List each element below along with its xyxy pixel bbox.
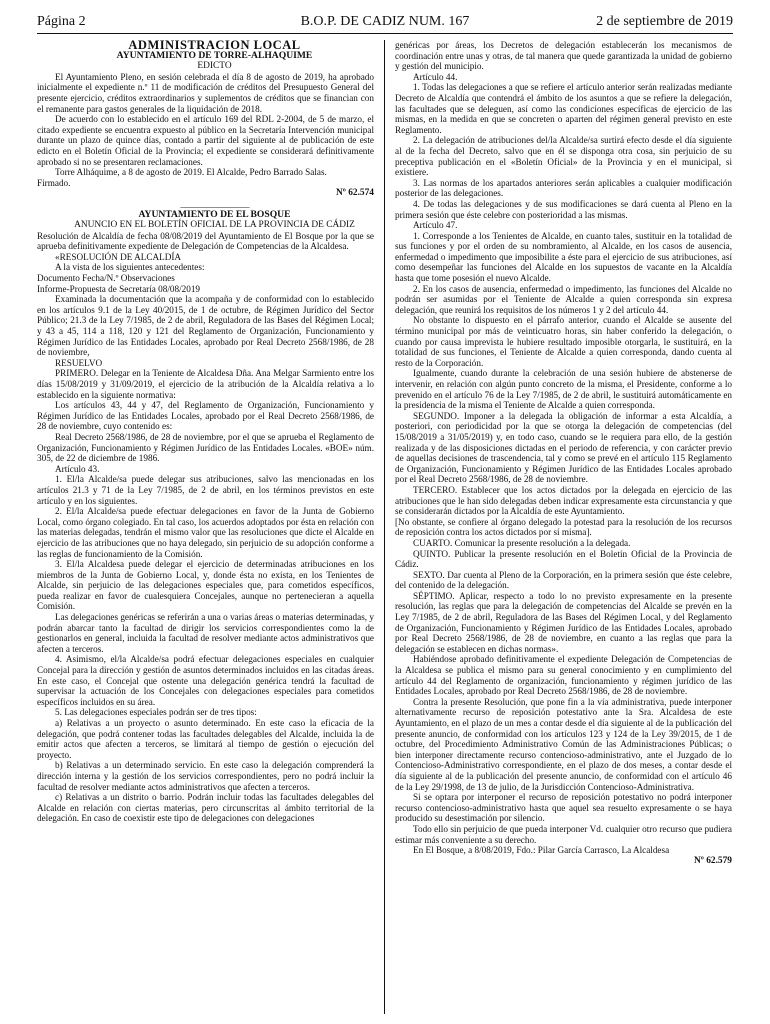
paragraph: Todo ello sin perjuicio de que pueda interponer Vd. cualquier otro recurso que pudiera estimar más conveniente a su derecho. [395,823,732,845]
paragraph: Si se optara por interponer el recurso de reposición potestativo no podrá interponer recurso contencioso-administrativo hasta que aquel sea resuelto expresamente o se haya producido su desestimación por silencio. [395,792,732,824]
paragraph: SEXTO. Dar cuenta al Pleno de la Corporación, en la primera sesión que éste celebre, del contenido de la delegación. [395,569,732,591]
paragraph: Artículo 47. [413,220,458,231]
paragraph: 1. El/la Alcalde/sa puede delegar sus atribuciones, salvo las mencionadas en los artículos 21.3 y 71 de la Ley 7/1985, de 2 de abril, en los términos previstos en este artículo y en los siguientes. [37,474,374,506]
page-header [37,14,733,34]
notice1-signed: Firmado. [37,177,71,188]
paragraph: TERCERO. Establecer que los actos dictados por la delegada en ejercicio de las atribuciones que le han sido delegadas deben indicar expresamente esta circunstancia y que se considerarán dictados por la Alcaldía de este Ayuntamiento. [395,484,732,517]
paragraph: 2. En los casos de ausencia, enfermedad o impedimento, las funciones del Alcalde no podrán ser asumidas por el Teniente de Alcalde a quien corresponda sin expresa delegación, que reunirá los requisitos de los números 1 y 2 del artículo 44. [395,283,732,315]
paragraph: 4. Asimismo, el/la Alcalde/sa podrá efectuar delegaciones especiales en cualquier Concejal para la dirección y gestión de asuntos determinados incluidos en las citadas áreas. En este caso, el Concejal que ostente una delegación genérica tendrá la facultad de supervisar la actuación de los Concejales con delegaciones especiales para cometidos específicos incluidos en su área. [37,654,374,707]
notice2-organization: AYUNTAMIENTO DE EL BOSQUE [138,208,291,220]
paragraph: De acuerdo con lo establecido en el artículo 169 del RDL 2-2004, de 5 de marzo, el citado expediente se encuentra expuesto al público en la Secretaría Intervención municipal durante un plazo de quince días, contado a partir del siguiente al de publicación de este edicto en el Boletín Oficial de la Provincia; el expediente se considerará definitivamente aprobado si no se presentaren reclamaciones. [37,114,374,167]
paragraph: Artículo 43. [55,463,100,474]
paragraph: Examinada la documentación que la acompaña y de conformidad con lo establecido en los artículos 9.1 de la Ley 40/2015, de 1 de octubre, de Régimen Jurídico del Sector Público; 21.3 de la Ley 7/1985, de 2 de abril, Reguladora de las Bases del Régimen Local; y 43 a 45, 114 a 118, 120 y 121 del Reglamento de Organización, Funcionamiento y Régimen Jurídico de las Entidades Locales, aprobado por Real Decreto 2568/1986, de 28 de noviembre, [37,294,374,358]
paragraph: Las delegaciones genéricas se referirán a una o varias áreas o materias determinadas, y podrán abarcar tanto la facultad de dirigir los servicios correspondientes como la de gestionarlos en general, incluida la facultad de resolver mediante actos administrativos que afecten a terceros. [37,612,374,654]
paragraph: Torre Alháquime, a 8 de agosto de 2019. El Alcalde, Pedro Barrado Salas. [55,167,327,178]
notice2-subtitle: ANUNCIO EN EL BOLETÍN OFICIAL DE LA PROVINCIA DE CÁDIZ [74,220,355,231]
notice1-reference: Nº 62.574 [336,188,374,199]
paragraph: Informe-Propuesta de Secretaría 08/08/2019 [37,283,201,294]
paragraph: 1. Corresponde a los Tenientes de Alcalde, en cuanto tales, sustituir en la totalidad de sus funciones y por el orden de su nombramiento, al Alcalde, en los casos de ausencia, enfermedad o impedimento que imposibilite a éste para el ejercicio de sus atribuciones, así como desempeñar las funciones del Alcalde en los supuestos de vacante en la Alcaldía hasta que tome posesión el nuevo Alcalde. [395,230,732,284]
header-rule [37,33,733,34]
section-title: ADMINISTRACION LOCAL [128,40,301,52]
paragraph: No obstante lo dispuesto en el párrafo anterior, cuando el Alcalde se ausente del término municipal por más de veinticuatro horas, sin haber conferido la delegación, o cuando por causa imprevista le hubiere resultado imposible otorgarla, le sustituirá, en la totalidad de sus funciones, el Teniente de Alcalde a quien corresponda, dando cuenta al resto de la Corporación. [395,315,732,368]
right-column [395,40,732,1015]
paragraph: Igualmente, cuando durante la celebración de una sesión hubiere de abstenerse de intervenir, en relación con algún punto concreto de la misma, el Presidente, conforme a lo prevenido en el artículo 76 de la Ley 7/1985, de 2 de abril, le sustituirá automáticamente en la presidencia de la misma el Teniente de Alcalde a quien corresponda. [395,368,732,411]
paragraph: 3. El/la Alcaldesa puede delegar el ejercicio de determinadas atribuciones en los miembros de la Junta de Gobierno Local, y, donde ésta no exista, en los Tenientes de Alcalde, sin perjuicio de las delegaciones especiales que, para cometidos específicos, pueda realizar en favor de cualesquiera Concejales, aunque no pertenecieran a aquella Comisión. [37,559,374,612]
paragraph: Resolución de Alcaldía de fecha 08/08/2019 del Ayuntamiento de El Bosque por la que se aprueba definitivamente expediente de Delegación de Competencias de la Alcaldesa. [37,230,374,252]
publication-title: B.O.P. DE CADIZ NUM. 167 [300,14,470,29]
paragraph: 2. El/la Alcalde/sa puede efectuar delegaciones en favor de la Junta de Gobierno Local, como órgano colegiado. En tal caso, los acuerdos adoptados por ésta en relación con las materias delegadas, tendrán el mismo valor que las resoluciones que dicte el Alcalde en ejercicio de las atribuciones que no haya delegado, sin perjuicio de su adopción conforme a las reglas de funcionamiento de la Comisión. [37,506,374,559]
publication-date: 2 de septiembre de 2019 [596,14,733,29]
paragraph: 2. La delegación de atribuciones del/la Alcalde/sa surtirá efecto desde el día siguiente al de la fecha del Decreto, salvo que en él se disponga otra cosa, sin perjuicio de su preceptiva publicación en el «Boletín Oficial» de la Provincia y en el municipal, si existiere. [395,135,732,178]
notice2-body-left [37,231,374,824]
page-number: Página 2 [37,14,86,29]
paragraph: a) Relativas a un proyecto o asunto determinado. En este caso la eficacia de la delegación, que podrá contener todas las facultades delegables del Alcalde, incluida la de emitir actos que afecten a terceros, se limitará al tiempo de gestión o ejecución del proyecto. [37,718,374,760]
paragraph: «RESOLUCIÓN DE ALCALDÍA [55,251,182,262]
paragraph: 3. Las normas de los apartados anteriores serán aplicables a cualquier modificación posterior de las delegaciones. [395,177,732,199]
paragraph: RESUELVO [55,357,103,368]
paragraph: Real Decreto 2568/1986, de 28 de noviembre, por el que se aprueba el Reglamento de Organización, Funcionamiento y Régimen Jurídico de las Entidades Locales. «BOE» núm. 305, de 22 de diciembre de 1986. [37,431,374,464]
left-column [37,40,374,1015]
paragraph: 1. Todas las delegaciones a que se refiere el artículo anterior serán realizadas mediante Decreto de Alcaldía que contendrá el ámbito de los asuntos a que se refiere la delegación, las facultades que se deleguen, así como las condiciones específicas de ejercicio de las mismas, en la medida en que se concreten o aparten del régimen general previsto en este Reglamento. [395,82,732,135]
paragraph: QUINTO. Publicar la presente resolución en el Boletín Oficial de la Provincia de Cádiz. [395,548,732,570]
paragraph: En El Bosque, a 8/08/2019, Fdo.: Pilar García Carrasco, La Alcaldesa [413,845,670,856]
paragraph: A la vista de los siguientes antecedentes: [55,262,205,273]
notice1-subtitle: EDICTO [197,61,232,72]
notice1-organization: AYUNTAMIENTO DE TORRE-ALHAQUIME [116,49,313,61]
paragraph: El Ayuntamiento Pleno, en sesión celebrada el día 8 de agosto de 2019, ha aprobado inicialmente el expediente n.º 11 de modificación de créditos del Presupuesto General del presente ejercicio, créditos extraordinarios y suplementos de créditos que se financian con el remanente para gastos generales de la liquidación de 2018. [37,71,374,114]
paragraph: SÉPTIMO. Aplicar, respecto a todo lo no previsto expresamente en la presente resolución, las reglas que para la delegación de competencias del Alcalde se prevén en la Ley 7/1985, de 2 de abril, Reguladora de las Bases del Régimen Local, y del Reglamento de Organización, Funcionamiento y Régimen Jurídico de las Entidades Locales, aprobado por Real Decreto 2568/1986, de 28 de noviembre, en cuanto a las reglas que para la delegación se establecen en dichas normas». [395,590,732,654]
column-divider [384,40,385,1014]
paragraph: [No obstante, se confiere al órgano delegado la potestad para la resolución de los recursos de reposición contra los actos dictados por sí misma]. [395,516,732,538]
paragraph: Los artículos 43, 44 y 47, del Reglamento de Organización, Funcionamiento y Régimen Jurídico de las Entidades Locales, aprobado por el Real Decreto 2568/1986, de 28 de noviembre, cuyo contenido es: [37,400,374,432]
notice2-reference: Nº 62.579 [694,855,732,866]
paragraph: Documento Fecha/N.º Observaciones [37,273,175,284]
paragraph: b) Relativas a un determinado servicio. En este caso la delegación comprenderá la dirección interna y la gestión de los servicios correspondientes, pero no podrá incluir la facultad de resolver mediante actos administrativos que afecten a terceros. [37,760,374,792]
paragraph: c) Relativas a un distrito o barrio. Podrán incluir todas las facultades delegables del Alcalde en relación con ciertas materias, pero circunscritas al ámbito territorial de la delegación. En caso de coexistir este tipo de delegaciones con delegaciones [37,792,374,824]
paragraph: Artículo 44. [413,71,458,82]
paragraph: Habiéndose aprobado definitivamente el expediente Delegación de Competencias de la Alcaldesa se publica el mismo para su general conocimiento y en cumplimiento del artículo 44 del Reglamento de organización, funcionamiento y régimen jurídico de las Entidades Locales, aprobado por Real Decreto 2568/1986, de 28 de noviembre. [395,654,732,697]
notice1-body [37,72,374,178]
paragraph: genéricas por áreas, los Decretos de delegación establecerán los mecanismos de coordinación entre unas y otras, de tal manera que quede garantizada la unidad de gobierno y gestión del municipio. [395,40,732,72]
paragraph: 5. Las delegaciones especiales podrán ser de tres tipos: [55,707,257,718]
paragraph: PRIMERO. Delegar en la Teniente de Alcaldesa Dña. Ana Melgar Sarmiento entre los días 15/08/2019 y 31/09/2019, el ejercicio de la atribución de la Alcaldía relativa a lo establecido en la siguiente normativa: [37,368,374,400]
paragraph: Contra la presente Resolución, que pone fin a la vía administrativa, puede interponer alternativamente recurso de reposición potestativo ante la Sra. Alcaldesa de este Ayuntamiento, en el plazo de un mes a contar desde el día siguiente al de la publicación del presente anuncio, de conformidad con los artículos 123 y 124 de la Ley 39/2015, de 1 de octubre, del Procedimiento Administrativo Común de las Administraciones Públicas; o bien interponer directamente recurso contencioso-administrativo, ante el Juzgado de lo Contencioso-Administrativo correspondiente, en el plazo de dos meses, a contar desde el día siguiente al de la publicación del presente anuncio, de conformidad con el artículo 46 de la Ley 29/1998, de 13 de julio, de la Jurisdicción Contencioso-Administrativa. [395,696,732,792]
paragraph: CUARTO. Comunicar la presente resolución a la delegada. [413,537,631,548]
paragraph: 4. De todas las delegaciones y de sus modificaciones se dará cuenta al Pleno en la primera sesión que éste celebre con posterioridad a las mismas. [395,198,732,220]
notice-separator: ___________________ [180,198,249,209]
paragraph: SEGUNDO. Imponer a la delegada la obligación de informar a esta Alcaldía, a posteriori, con periodicidad por la que se otorga la delegación de competencias (del 15/08/2019 a 31/05/2019) y, en todo caso, cuando se le requiera para ello, de la gestión realizada y de las disposiciones dictadas en el periodo de referencia, y con carácter previo de aquellas decisiones de trascendencia, tal y como se prevé en el artículo 115 Reglamento de Organización, Funcionamiento y Régimen Jurídico de las Entidades Locales aprobado por el Real Decreto 2568/1986, de 28 de noviembre. [395,410,732,485]
notice2-body-right [395,40,732,856]
